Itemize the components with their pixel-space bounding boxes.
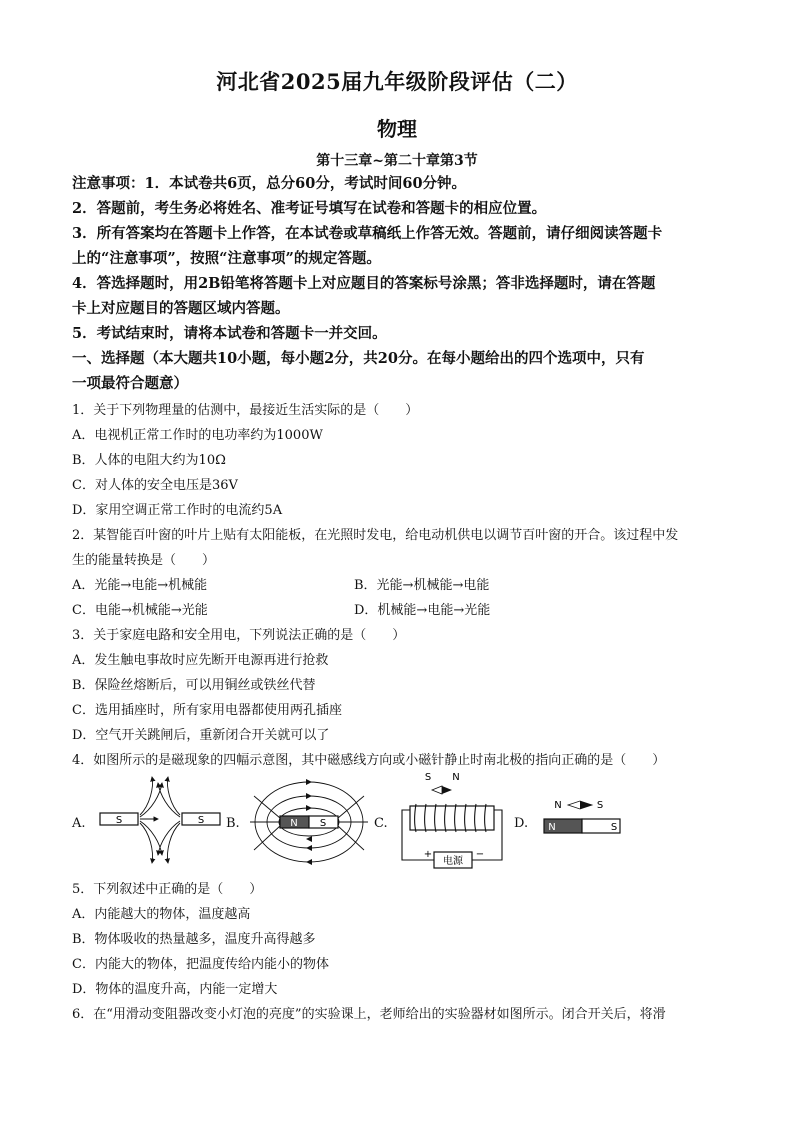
notice-line: 2．答题前，考生务必将姓名、准考证号填写在试卷和答题卡的相应位置。: [72, 200, 547, 217]
needle-label: S: [596, 800, 604, 811]
pole-label: S: [197, 815, 205, 826]
figure-label-a: A.: [72, 816, 86, 831]
notice-line: 3．所有答案均在答题卡上作答，在本试卷或草稿纸上作答无效。答题前，请仔细阅读答题卡: [72, 225, 663, 242]
notice-line: 上的“注意事项”，按照“注意事项”的规定答题。: [72, 250, 381, 267]
figure-label-c: C.: [374, 816, 388, 831]
pole-label: N: [290, 818, 298, 829]
option-b: B．物体吸收的热量越多，温度升高得越多: [72, 932, 316, 947]
option-d: D．家用空调正常工作时的电流约5A: [72, 503, 283, 518]
figure-c-solenoid: [392, 768, 512, 873]
figure-b-bar-magnet: [244, 770, 374, 880]
pole-label: S: [115, 815, 123, 826]
notice-line: 注意事项：1．本试卷共6页，总分60分，考试时间60分钟。: [72, 175, 467, 192]
notice-line: 4．答选择题时，用2B铅笔将答题卡上对应题目的答案标号涂黑；答非选择题时，请在答题: [72, 275, 656, 292]
option-c: C．选用插座时，所有家用电器都使用两孔插座: [72, 703, 342, 718]
figure-d-magnet-needle: [532, 795, 632, 845]
subject-title: 物理: [377, 117, 417, 141]
question-stem: 2．某智能百叶窗的叶片上贴有太阳能板，在光照时发电，给电动机供电以调节百叶窗的开合。该过程中发: [72, 528, 679, 543]
question-stem: 5．下列叙述中正确的是（ ）: [72, 882, 263, 897]
option-a: A．光能→电能→机械能: [72, 578, 208, 593]
question-stem: 6．在“用滑动变阻器改变小灯泡的亮度”的实验课上，老师给出的实验器材如图所示。闭合开关后，将滑: [72, 1007, 666, 1022]
needle-label: N: [554, 800, 562, 811]
option-d: D．空气开关跳闸后，重新闭合开关就可以了: [72, 728, 330, 743]
notice-line: 卡上对应题目的答题区域内答题。: [72, 300, 290, 317]
question-stem: 3．关于家庭电路和安全用电，下列说法正确的是（ ）: [72, 628, 406, 643]
option-c: C．内能大的物体，把温度传给内能小的物体: [72, 957, 329, 972]
option-a: A．发生触电事故时应先断开电源再进行抢救: [72, 653, 329, 668]
option-c: C．电能→机械能→光能: [72, 603, 208, 618]
exam-scope: 第十三章~第二十章第3节: [316, 153, 478, 169]
option-a: A．内能越大的物体，温度越高: [72, 907, 251, 922]
pole-label: N: [548, 822, 556, 833]
needle-label: N: [452, 772, 460, 783]
section-heading: 一项最符合题意）: [72, 375, 188, 392]
section-heading: 一、选择题（本大题共10小题，每小题2分，共20分。在每小题给出的四个选项中，只有: [72, 350, 645, 367]
exam-title: 河北省2025届九年级阶段评估（二）: [216, 69, 578, 94]
figure-a-magnets: [90, 775, 230, 875]
terminal-minus: −: [475, 849, 485, 860]
figure-label-b: B.: [226, 816, 240, 831]
option-d: D．机械能→电能→光能: [354, 603, 491, 618]
pole-label: S: [319, 818, 327, 829]
pole-label: S: [610, 822, 618, 833]
option-b: B．光能→机械能→电能: [354, 578, 490, 593]
option-d: D．物体的温度升高，内能一定增大: [72, 982, 278, 997]
option-b: B．保险丝熔断后，可以用铜丝或铁丝代替: [72, 678, 316, 693]
notice-line: 5．考试结束时，请将本试卷和答题卡一并交回。: [72, 325, 387, 342]
question-stem: 生的能量转换是（ ）: [72, 553, 216, 568]
needle-label: S: [424, 772, 432, 783]
question-stem: 4．如图所示的是磁现象的四幅示意图，其中磁感线方向或小磁针静止时南北极的指向正确的是（ ）: [72, 753, 666, 768]
option-b: B．人体的电阻大约为10Ω: [72, 453, 226, 468]
figure-label-d: D.: [514, 816, 529, 831]
terminal-plus: +: [423, 849, 433, 860]
question-stem: 1．关于下列物理量的估测中，最接近生活实际的是（ ）: [72, 403, 419, 418]
power-source-label: 电源: [443, 856, 463, 867]
option-c: C．对人体的安全电压是36V: [72, 478, 238, 493]
option-a: A．电视机正常工作时的电功率约为1000W: [72, 428, 323, 443]
